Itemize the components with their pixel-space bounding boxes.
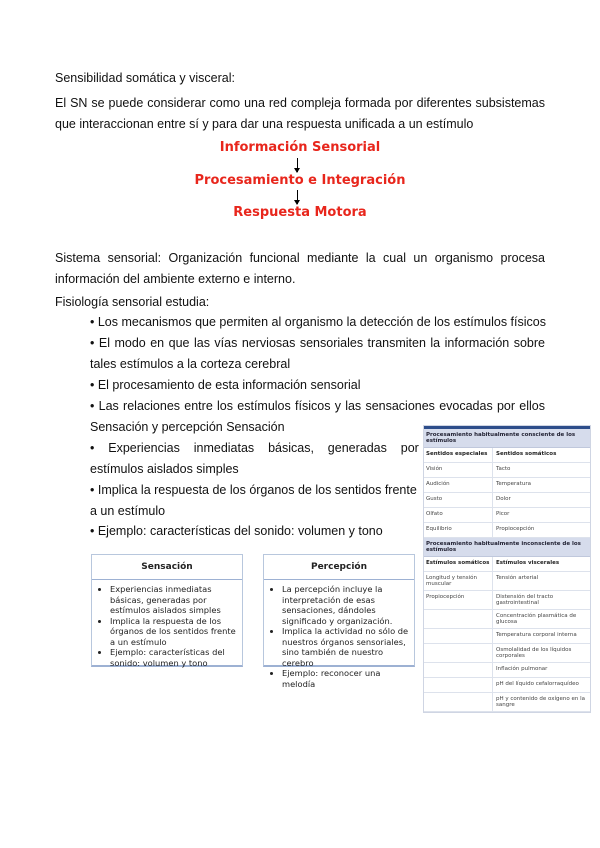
table-row [424, 508, 590, 523]
table-row [424, 463, 590, 478]
table-cell: Dolor [496, 496, 511, 502]
table-cell: Osmolalidad de los líquidos corporales [496, 647, 572, 659]
table-cell: Olfato [424, 508, 493, 522]
flow-step: Respuesta Motora [233, 205, 367, 220]
table-cell: Equilibrio [424, 523, 493, 537]
flow-step: Procesamiento e Integración [194, 173, 406, 188]
table-header: Sentidos somáticos [496, 451, 557, 457]
bullet-line: • Las relaciones entre los estímulos físicos y las sensaciones evocadas por ellos [90, 399, 545, 413]
table-row [424, 572, 590, 591]
table-header-row [424, 557, 590, 572]
bullet-line: • Experiencias inmediatas básicas, generadas por [90, 441, 419, 455]
table-row [424, 610, 590, 629]
percepcion-box [263, 554, 415, 689]
percepcion-title: Percepción [264, 555, 414, 580]
table-section-title: Procesamiento habitualmente consciente de los estímulos [424, 429, 590, 448]
bullet-line: estímulos aislados simples [90, 462, 239, 476]
bullet-line: • El procesamiento de esta información sensorial [90, 378, 361, 392]
intro-line: que interaccionan entre sí y para dar una respuesta unificada a un estímulo [55, 117, 474, 131]
arrow-down-icon [297, 158, 298, 172]
table-cell: Longitud y tensión muscular [424, 572, 493, 590]
table-cell [424, 663, 493, 677]
table-header: Estímulos somáticos [424, 557, 493, 571]
arrow-down-icon [297, 190, 298, 204]
bullet-line: • Implica la respuesta de los órganos de los sentidos frente [90, 483, 417, 497]
table-cell: Temperatura [496, 481, 531, 487]
sensacion-title: Sensación [92, 555, 242, 580]
bullet-line: • Ejemplo: características del sonido: volumen y tono [90, 524, 383, 538]
table-cell: Tacto [496, 466, 511, 472]
table-header-row [424, 448, 590, 463]
table-cell [424, 629, 493, 643]
table-cell: Tensión arterial [496, 575, 539, 581]
table-row [424, 644, 590, 663]
table-header: Estímulos viscerales [496, 560, 560, 566]
table-cell: Gusto [424, 493, 493, 507]
table-cell [424, 644, 493, 662]
table-cell [424, 678, 493, 692]
table-row [424, 493, 590, 508]
fisiologia-label: Fisiología sensorial estudia: [55, 295, 210, 309]
percepcion-item: • Implica la actividad no sólo de nuestros órganos sensoriales, sino también de nuestro cerebro [282, 626, 410, 668]
table-section-title: Procesamiento habitualmente inconsciente de los estímulos [424, 538, 590, 557]
table-cell: Propiocepción [496, 526, 535, 532]
sensacion-item: • Experiencias inmediatas básicas, generadas por estímulos aislados simples [110, 584, 238, 616]
percepcion-item: • La percepción incluye la interpretación de esas sensaciones, dándoles significado y organización. [282, 584, 410, 626]
sistema-line: información del ambiente externo e interno. [55, 272, 296, 286]
table-row [424, 523, 590, 538]
heading: Sensibilidad somática y visceral: [55, 71, 235, 85]
table-row [424, 663, 590, 678]
flow-step: Información Sensorial [219, 140, 381, 155]
table-cell [424, 693, 493, 711]
table-cell: Visión [424, 463, 493, 477]
table-row [424, 591, 590, 610]
table-cell: Propiocepción [424, 591, 493, 609]
sistema-line: Sistema sensorial: Organización funcional mediante la cual un organismo procesa [55, 251, 545, 265]
table-cell: pH y contenido de oxígeno en la sangre [496, 696, 586, 708]
bullet-line: • El modo en que las vías nerviosas sensoriales transmiten la información sobre [90, 336, 545, 350]
bullet-line: tales estímulos a la corteza cerebral [90, 357, 291, 371]
table-cell: Audición [424, 478, 493, 492]
table-header: Sentidos especiales [424, 448, 493, 462]
table-cell: Distensión del tracto gastrointestinal [496, 594, 554, 606]
table-cell: Inflación pulmonar [496, 666, 548, 672]
bullet-line: a un estímulo [90, 504, 166, 518]
intro-line: El SN se puede considerar como una red compleja formada por diferentes subsistemas [55, 96, 545, 110]
bullet-line: • Los mecanismos que permiten al organismo la detección de los estímulos físicos [90, 315, 546, 329]
table-row [424, 478, 590, 493]
bullet-line: Sensación y percepción Sensación [90, 420, 285, 434]
table-cell: Concentración plasmática de glucosa [496, 613, 577, 625]
table-cell: Picor [496, 511, 510, 517]
table-cell [424, 610, 493, 628]
sensacion-box [91, 554, 243, 667]
stimuli-table [423, 425, 591, 713]
table-cell: Temperatura corporal interna [496, 632, 577, 638]
sensacion-item: • Ejemplo: características del sonido: volumen y tono [110, 647, 238, 668]
table-row [424, 693, 590, 712]
sensacion-item: • Implica la respuesta de los órganos de los sentidos frente a un estímulo [110, 616, 238, 648]
table-row [424, 678, 590, 693]
percepcion-item: • Ejemplo: reconocer una melodía [282, 668, 410, 689]
table-row [424, 629, 590, 644]
table-cell: pH del líquido cefalorraquídeo [496, 681, 579, 687]
